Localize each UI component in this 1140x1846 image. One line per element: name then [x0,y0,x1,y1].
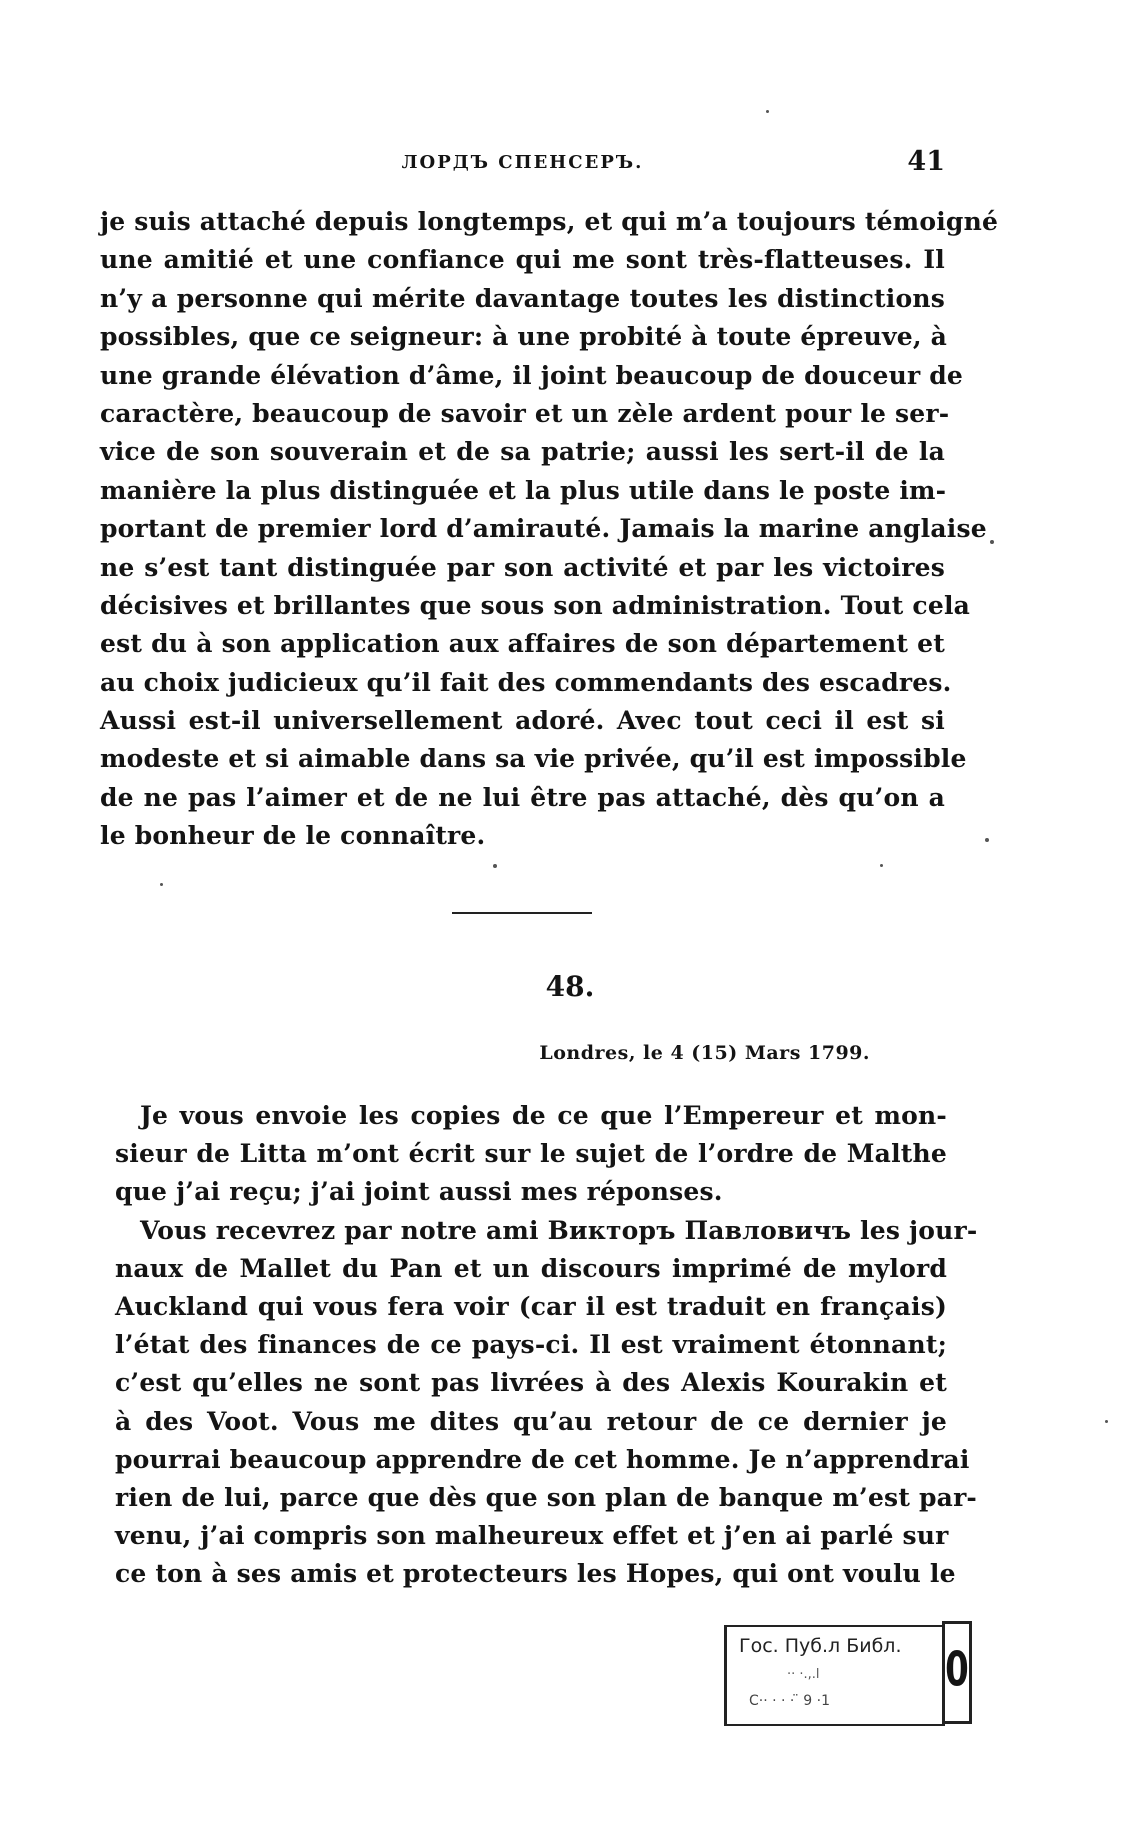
text-line: à des Voot. Vous me dites qu’au retour de ce dernier je [115,1406,947,1436]
ink-speck [985,838,989,842]
text-line: manière la plus distinguée et la plus utile dans le poste im- [100,475,947,505]
text-line: que j’ai reçu; j’ai joint aussi mes réponses. [115,1177,723,1207]
text-line: ne s’est tant distinguée par son activité et par les victoires [100,552,945,582]
text-line: venu, j’ai compris son malheureux effet et j’en ai parlé sur [115,1521,949,1551]
ink-speck [880,864,883,867]
text-line: pourrai beaucoup apprendre de cet homme. Je n’apprendrai [115,1444,970,1474]
ink-speck [1105,1420,1108,1423]
page-number: 41 [907,146,945,177]
text-line: Auckland qui vous fera voir (car il est traduit en français) [115,1291,947,1321]
ink-speck [990,540,994,544]
letter-dateline: Londres, le 4 (15) Mars 1799. [539,1042,870,1064]
text-line: rien de lui, parce que dès que son plan de banque m’est par- [115,1482,978,1512]
library-stamp [724,1625,976,1730]
text-line: une amitié et une confiance qui me sont très-flatteuses. Il [100,245,945,275]
text-line: n’y a personne qui mérite davantage toutes les distinctions [100,283,945,313]
stamp-frame [724,1625,945,1726]
paragraph-continued [100,203,999,856]
ink-speck [160,883,163,886]
text-line: caractère, beaucoup de savoir et un zèle ardent pour le ser- [100,398,950,428]
text-line: modeste et si aimable dans sa vie privée, qu’il est impossible [100,744,967,774]
text-line: portant de premier lord d’amirauté. Jamais la marine anglaise [100,514,987,544]
stamp-line: Гос. Пуб.л Библ. [739,1635,902,1657]
ink-speck [766,110,769,113]
text-line: décisives et brillantes que sous son administration. Tout cela [100,590,971,620]
text-line: de ne pas l’aimer et de ne lui être pas attaché, dès qu’on a [100,782,945,812]
text-line: possibles, que ce seigneur: à une probité à toute épreuve, à [100,322,948,352]
stamp-line: С·· · · · ̈ 9 ·1 [749,1693,830,1709]
letter-number: 48. [545,970,595,1003]
section-divider [452,912,592,914]
text-line: Aussi est-il universellement adoré. Avec tout ceci il est si [100,706,945,736]
text-line: une grande élévation d’âme, il joint beaucoup de douceur de [100,360,964,390]
text-line: je suis attaché depuis longtemps, et qui m’a toujours témoigné [100,207,999,236]
text-line: Je vous envoie les copies de ce que l’Empereur et mon- [140,1101,947,1130]
text-line: est du à son application aux affaires de son département et [100,629,945,659]
text-line: vice de son souverain et de sa patrie; aussi les sert-il de la [100,437,945,467]
letter-body [115,1097,978,1593]
text-line: ce ton à ses amis et protecteurs les Hopes, qui ont voulu le [115,1559,956,1589]
ink-speck [493,864,497,868]
running-title: ЛОРДЪ СПЕНСЕРЪ. [401,152,644,173]
stamp-line: ·· ·.,.l [787,1667,820,1682]
running-head [100,146,945,186]
text-line: naux de Mallet du Pan et un discours imprimé de mylord [115,1253,947,1283]
text-line: c’est qu’elles ne sont pas livrées à des Alexis Kourakin et [115,1368,947,1398]
text-line: l’état des finances de ce pays-ci. Il est vraiment étonnant; [115,1330,947,1360]
text-line: sieur de Litta m’ont écrit sur le sujet de l’ordre de Malthe [115,1139,947,1169]
text-line: au choix judicieux qu’il fait des commendants des escadres. [100,667,952,697]
text-line: le bonheur de le connaître. [100,821,486,851]
text-line: Vous recevrez par notre ami Викторъ Павловичъ les jour- [140,1215,978,1245]
stamp-digit: 0 [945,1642,969,1698]
stamp-digit-frame [942,1621,972,1724]
